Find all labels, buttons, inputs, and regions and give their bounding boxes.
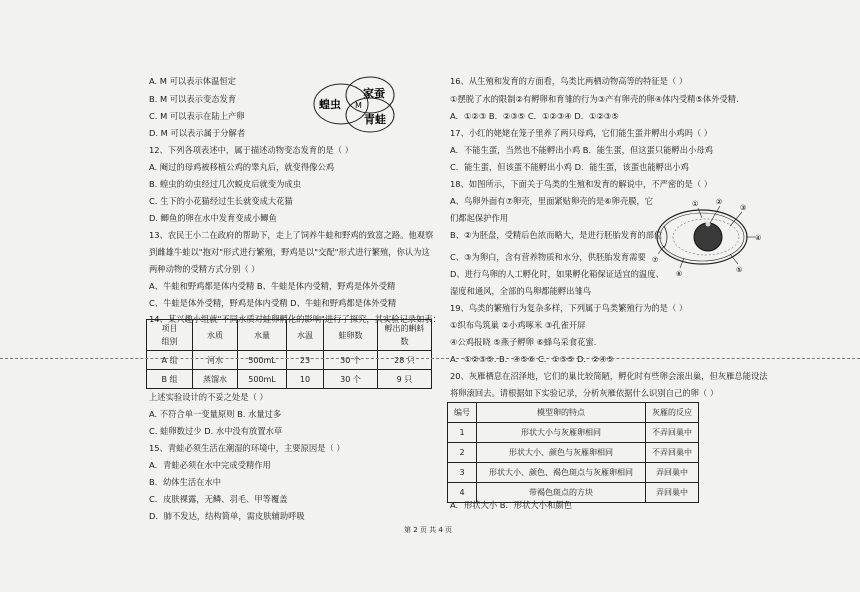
venn-label-locust: 蝗虫 [319,98,341,111]
q13-stem-2: 到雌雄牛蛙以"抱对"形式进行繁殖，野鸡是以"交配"形式进行繁殖，你认为这 [149,247,430,257]
table-header [378,320,432,351]
q15-option-d: D．肺不发达，结构简单，需皮肤辅助呼吸 [149,511,305,521]
q14-options-ab: A. 不符合单一变量原则 B. 水量过多 [149,409,282,419]
table-cell: 蒸馏水 [193,370,238,389]
q17-stem: 17、小红的姥姥在笼子里养了两只母鸡，它们能生蛋并孵出小鸡吗（ ） [450,128,713,138]
table-row [448,423,699,443]
table-cell: 30 个 [324,351,378,370]
table-cell: 500mL [238,370,287,389]
table-header-row [147,320,432,351]
q16-options: A．①②③ B．②③⑤ C．①②③④ D．①②③⑤ [450,111,619,121]
q12-option-d: D. 鲫鱼的卵在水中发育变成小鲫鱼 [149,213,277,223]
egg-label-6: ⑥ [676,270,683,278]
table-cell: 4 [448,483,477,503]
table-cell: 3 [448,463,477,483]
table-header: 编号 [448,403,477,423]
table-row [448,483,699,503]
q15-option-c: C．皮肤裸露，无鳞、羽毛、甲等覆盖 [149,494,288,504]
table-header [147,320,193,351]
table-cell: 10 [287,370,324,389]
table-cell: 30 个 [324,370,378,389]
q13-options-cd: C、牛蛙是体外受精，野鸡是体内受精 D、牛蛙和野鸡都是体外受精 [149,298,397,308]
q16-stem: 16、从生殖和发育的方面看，鸟类比两栖动物高等的特征是（ ） [450,76,688,86]
q18-option-d-1: D、进行鸟卵的人工孵化时，如果孵化箱保证适宜的温度、 [450,269,664,279]
q15-option-a: A．青蛙必须在水中完成受精作用 [149,460,271,470]
q19-items-1: ①织布鸟筑巢 ②小鸡啄米 ③孔雀开屏 [450,320,586,330]
q20-stem-1: 20、灰雁栖息在沼泽地，它们的巢比较简陋，孵化时有些卵会滚出巢，但灰雁总能设法 [450,371,768,381]
egg-germinal-disc [706,222,711,227]
venn-label-m: M [355,101,362,110]
table-cell: 2 [448,443,477,463]
table-cell: 河水 [193,351,238,370]
egg-label-2: ② [716,198,723,206]
option-a: A. M 可以表示体温恒定 [149,76,236,86]
q18-option-a-2: 们都起保护作用 [450,213,509,223]
q14-intro: 14、某兴趣小组就"不同水质对蛙卵孵化的影响"进行了探究，其实验记录如表： [149,314,441,324]
q20-stem-2: 将卵滚回去。请根据如下实验记录，分析灰雁依据什么识别自己的卵（ ） [450,388,719,398]
table-row [448,443,699,463]
table-cell: 500mL [238,351,287,370]
table-cell: 不弄回巢中 [646,443,699,463]
egg-label-4: ④ [755,234,762,242]
page-footer: 第 2 页 共 4 页 [404,526,453,534]
table-header: 蛙卵数 [324,320,378,351]
q19-items-2: ④公鸡报晓 ⑤燕子孵卵 ⑥蜂鸟采食花蜜. [450,337,597,347]
table-cell: B 组 [147,370,193,389]
table-header: 水量 [238,320,287,351]
table-cell: 不弄回巢中 [646,423,699,443]
egg-yolk [694,223,722,251]
table-cell: 23 [287,351,324,370]
table-cell: 9 只 [378,370,432,389]
table-header-row [448,403,699,423]
q19-stem: 19、鸟类的繁殖行为复杂多样，下列属于鸟类繁殖行为的是（ ） [450,303,688,313]
q20-table [447,402,699,503]
table-row [147,351,432,370]
egg-label-1: ① [692,200,699,208]
q17-options-ab: A．不能生蛋，当然也不能孵出小鸡 B．能生蛋，但这蛋只能孵出小母鸡 [450,145,713,155]
pointer-line-3 [730,212,742,226]
fold-line [0,358,860,359]
q12-option-a: A. 阉过的母鸡被移植公鸡的睾丸后，就变得像公鸡 [149,162,335,172]
option-d: D. M 可以表示属于分解者 [149,128,246,138]
table-cell: 形状大小、颜色、褐色斑点与灰雁卵相同 [477,463,646,483]
table-row [147,370,432,389]
table-cell: 28 只 [378,351,432,370]
q12-option-c: C. 生下的小花猫经过生长就变成大花猫 [149,196,293,206]
table-cell: 弄回巢中 [646,463,699,483]
q15-option-b: B．幼体生活在水中 [149,477,222,487]
table-header: 水质 [193,320,238,351]
q12-option-b: B. 蝗虫的幼虫经过几次蜕皮后就变为成虫 [149,179,302,189]
table-cell: 1 [448,423,477,443]
q19-options: A．①②③⑤. B．④⑤⑥ C．①③⑤ D．②④⑤ [450,354,614,364]
q16-items: ①摆脱了水的限制②有孵卵和育雏的行为③产有卵壳的卵④体内受精⑤体外受精. [450,94,739,104]
q18-option-c: C、③为卵白，含有营养物质和水分，供胚胎发育需要 [450,252,646,262]
q18-option-a-1: A、鸟卵外面有⑦卵壳，里面紧贴卵壳的是⑥卵壳膜，它 [450,196,654,206]
q13-stem-3: 两种动物的受精方式分别（ ） [149,264,260,274]
egg-diagram [650,196,765,278]
q18-option-d-2: 湿度和通风，全部的鸟卵都能孵出雏鸟 [450,286,592,296]
q12-stem: 12、下列各项表述中，属于描述动物变态发育的是（ ） [149,145,354,155]
table-cell: 弄回巢中 [646,483,699,503]
pointer-line-2 [710,206,720,223]
table-header: 模型卵的特点 [477,403,646,423]
egg-label-7: ⑦ [652,256,659,264]
table-cell: 形状大小、颜色与灰雁卵相同 [477,443,646,463]
venn-label-silkworm: 家蚕 [363,87,385,100]
option-b: B. M 可以表示变态发育 [149,94,237,104]
egg-label-5: ⑤ [736,266,743,274]
header-text: 孵出的蝌蚪 数 [384,324,425,346]
venn-diagram [305,74,415,136]
egg-air-cell [664,226,667,248]
q14-options-cd: C. 蛙卵数过少 D. 水中没有放置水草 [149,426,283,436]
option-c: C. M 可以表示在陆上产卵 [149,111,245,121]
q14-table [146,319,432,389]
q13-options-ab: A、牛蛙和野鸡都是体内受精 B、牛蛙是体内受精，野鸡是体外受精 [149,281,396,291]
q17-options-cd: C．能生蛋，但该蛋不能孵出小鸡 D．能生蛋，该蛋也能孵出小鸡 [450,162,689,172]
header-text: 项目 组别 [161,324,178,346]
table-header: 灰雁的反应 [646,403,699,423]
q18-option-b: B、②为胚盘，受精后色浓而略大，是进行胚胎发育的部位 [450,230,663,240]
table-header: 水温 [287,320,324,351]
table-cell: 带褐色斑点的方块 [477,483,646,503]
table-cell: 形状大小与灰雁卵相同 [477,423,646,443]
q20-options: A．形状大小 B．形状大小和颜色 [450,500,572,510]
q13-stem-1: 13、农民王小二在政府的帮助下，走上了饲养牛蛙和野鸡的致富之路。他观察 [149,230,434,240]
q15-stem: 15、青蛙必须生活在潮湿的环境中，主要原因是（ ） [149,443,345,453]
pointer-line-6 [680,258,684,268]
table-cell: A 组 [147,351,193,370]
venn-label-frog: 青蛙 [364,113,386,126]
q14-question: 上述实验设计的不妥之处是（ ） [149,392,268,402]
table-row [448,463,699,483]
egg-label-3: ③ [740,204,747,212]
q18-stem: 18、如图所示，下面关于鸟类的生殖和发育的解说中，不严密的是（ ） [450,179,713,189]
